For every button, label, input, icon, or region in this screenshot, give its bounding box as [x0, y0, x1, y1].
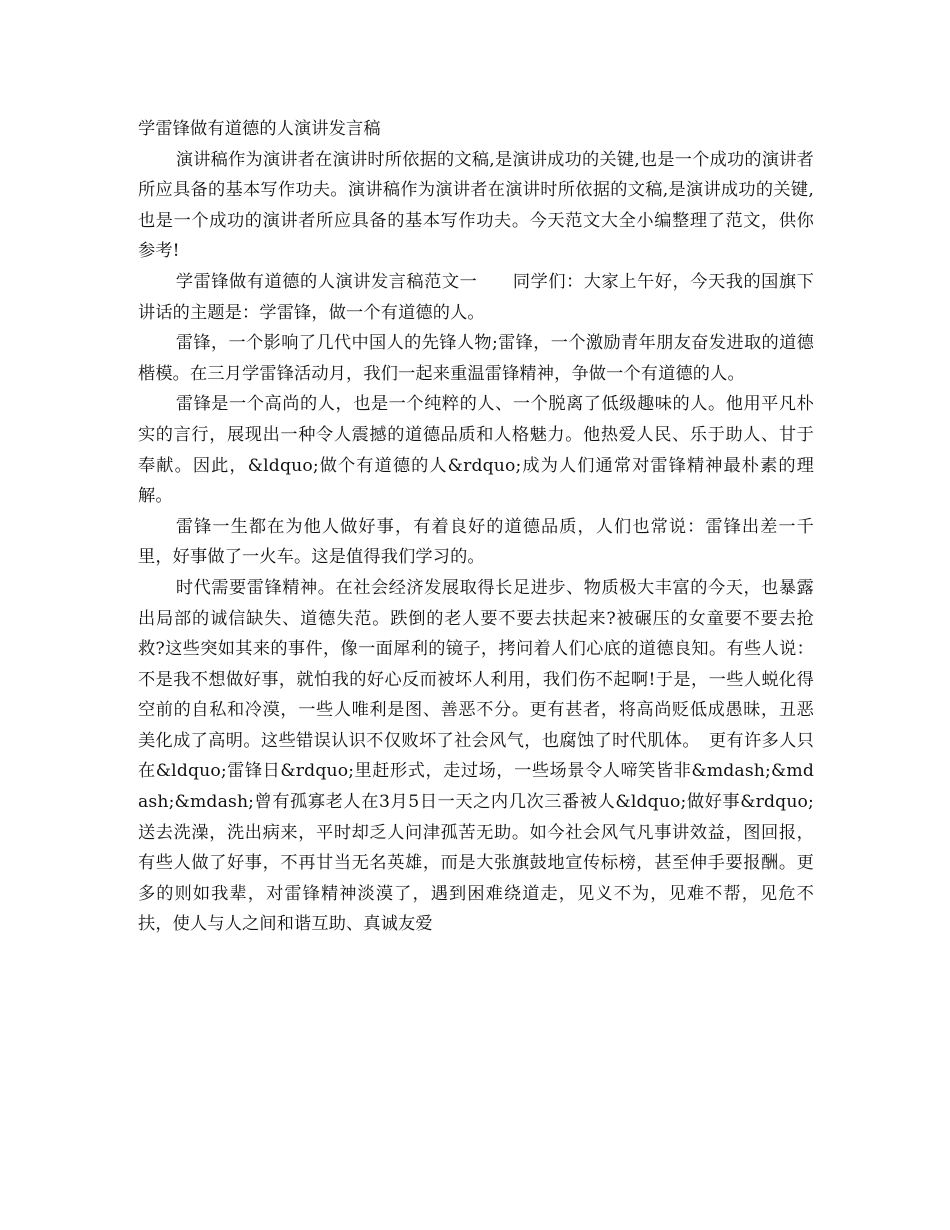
paragraph-intro: 演讲稿作为演讲者在演讲时所依据的文稿,是演讲成功的关键,也是一个成功的演讲者所应具备的基本写作功夫。演讲稿作为演讲者在演讲时所依据的文稿,是演讲成功的关键,也是一个成功的演讲者所应具备的基本写作功夫。今天范文大全小编整理了范文，供你参考! — [138, 149, 814, 262]
paragraph-noble-person: 雷锋是一个高尚的人，也是一个纯粹的人、一个脱离了低级趣味的人。他用平凡朴实的言行，展现出一种令人震撼的道德品质和人格魅力。他热爱人民、乐于助人、甘于奉献。因此，&ldquo;做个有道德的人&rdquo;成为人们通常对雷锋精神最朴素的理解。 — [138, 394, 814, 507]
document-body — [138, 114, 814, 940]
document-title: 学雷锋做有道德的人演讲发言稿 — [138, 119, 381, 139]
paragraph-greeting: 学雷锋做有道德的人演讲发言稿范文一 同学们：大家上午好，今天我的国旗下讲话的主题是：学雷锋，做一个有道德的人。 — [138, 271, 814, 323]
paragraph-leifeng-pioneer: 雷锋，一个影响了几代中国人的先锋人物;雷锋，一个激励青年朋友奋发进取的道德楷模。在三月学雷锋活动月，我们一起来重温雷锋精神，争做一个有道德的人。 — [138, 333, 814, 384]
paragraph-era-needs: 时代需要雷锋精神。在社会经济发展取得长足进步、物质极大丰富的今天，也暴露出局部的诚信缺失、道德失范。跌倒的老人要不要去扶起来?被碾压的女童要不要去抢救?这些突如其来的事件，像一面犀利的镜子，拷问着人们心底的道德良知。有些人说：不是我不想做好事，就怕我的好心反而被坏人利用，我们伤不起啊!于是，一些人蜕化得空前的自私和冷漠，一些人唯利是图、善恶不分。更有甚者，将高尚贬低成愚昧，丑恶美化成了高明。这些错误认识不仅败坏了社会风气，也腐蚀了时代肌体。 更有许多人只在&ldquo;雷锋日&rdquo;里赶形式，走过场，一些场景令人啼笑皆非&mdash;&mdash;&mdash;曾有孤寡老人在3月5日一天之内几次三番被人&ldquo;做好事&rdquo;送去洗澡，洗出病来，平时却乏人问津孤苦无助。如今社会风气凡事讲效益，图回报，有些人做了好事，不再甘当无名英雄，而是大张旗鼓地宣传标榜，甚至伸手要报酬。更多的则如我辈，对雷锋精神淡漠了，遇到困难绕道走，见义不为，见难不帮，见危不扶，使人与人之间和谐互助、真诚友爱 — [138, 577, 814, 935]
paragraph-good-deeds: 雷锋一生都在为他人做好事，有着良好的道德品质，人们也常说：雷锋出差一千里，好事做了一火车。这是值得我们学习的。 — [138, 516, 814, 568]
